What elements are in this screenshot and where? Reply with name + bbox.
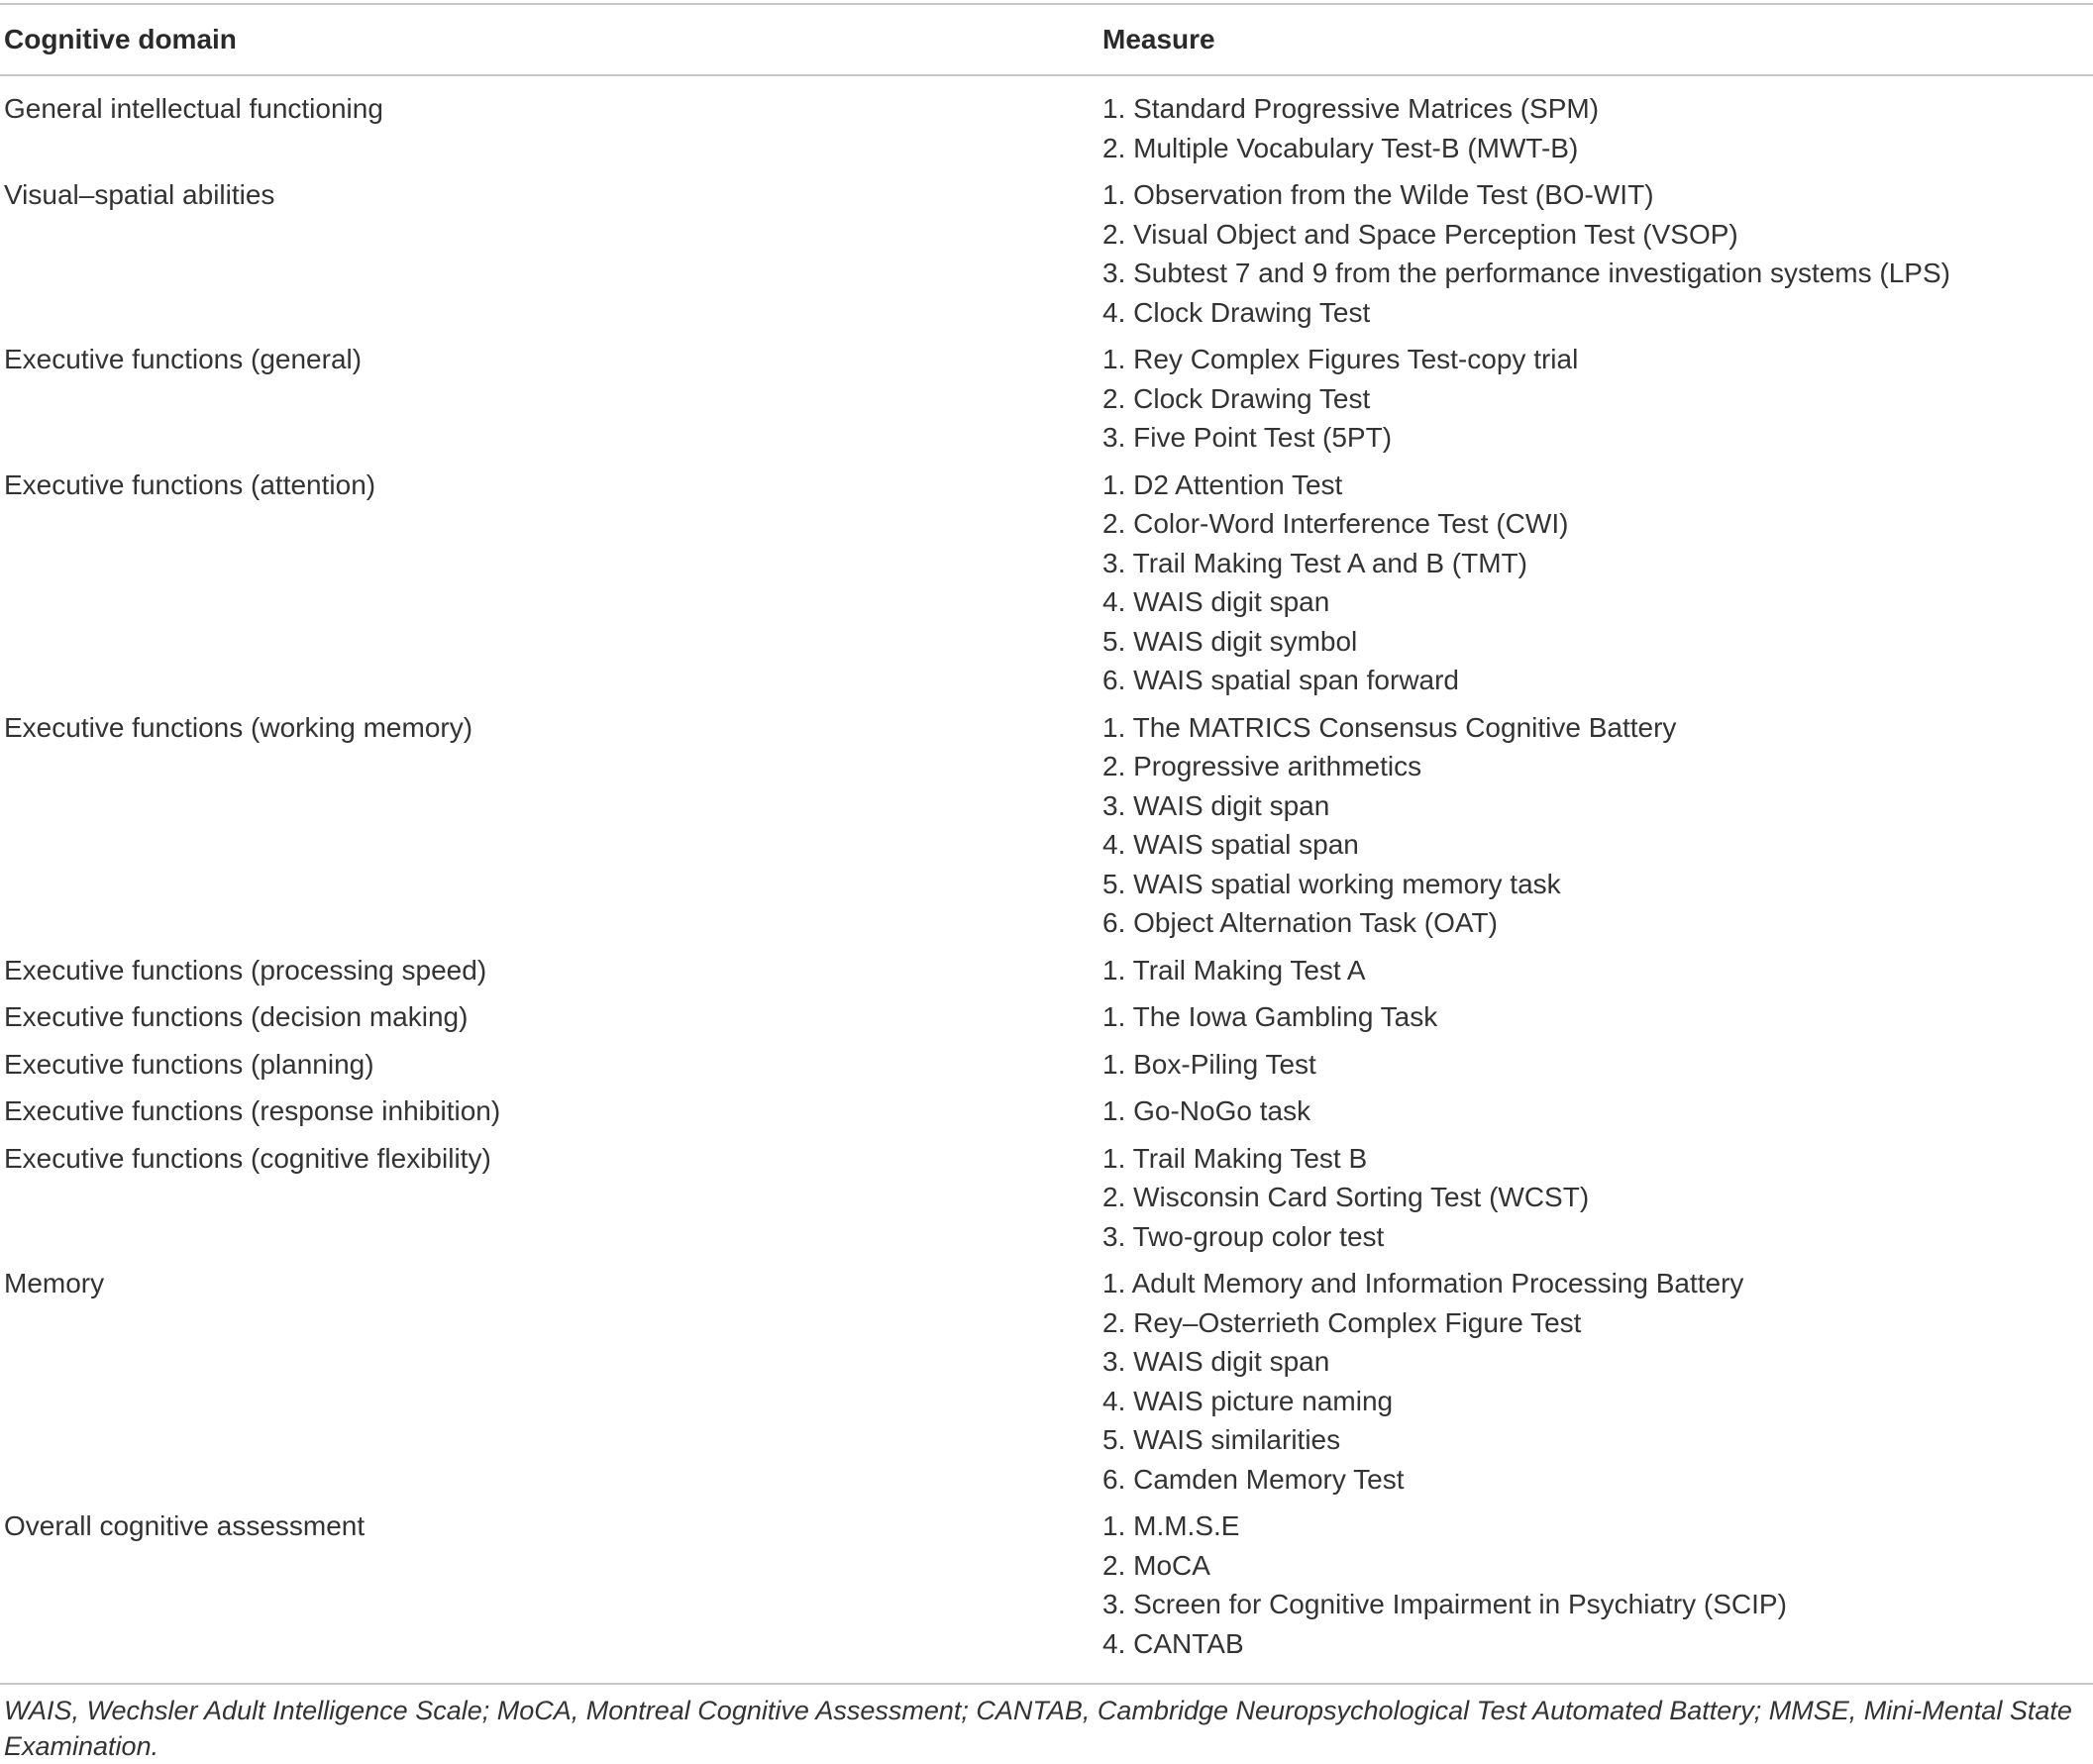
cell-cognitive-domain: Overall cognitive assessment <box>4 1510 366 1541</box>
cell-measures <box>1102 1264 2093 1499</box>
table-footnote: WAIS, Wechsler Adult Intelligence Scale; MoCA, Montreal Cognitive Assessment; CANTAB, Cambridge Neuropsychological Test Automated Battery; MMSE, Mini-Mental State Examination. <box>4 1696 2072 1761</box>
table-row <box>0 89 2093 167</box>
cell-cognitive-domain: Executive functions (general) <box>4 344 363 374</box>
cell-measures <box>1102 340 2093 458</box>
table-row <box>0 1091 2093 1131</box>
cell-measures <box>1102 1139 2093 1257</box>
measure-item: 1. M.M.S.E <box>1102 1510 1240 1541</box>
measure-item: 1. Go-NoGo task <box>1102 1095 1311 1126</box>
table-row <box>0 1264 2093 1499</box>
table-row <box>0 175 2093 332</box>
cell-measures <box>1102 1091 2093 1131</box>
cell-measures <box>1102 708 2093 943</box>
cell-measures <box>1102 466 2093 700</box>
cell-cognitive-domain: Executive functions (response inhibition) <box>4 1095 501 1126</box>
measure-item: 6. WAIS spatial span forward <box>1102 665 1460 695</box>
cell-cognitive-domain: Executive functions (cognitive flexibility) <box>4 1142 491 1174</box>
cell-cognitive-domain: General intellectual functioning <box>4 93 383 124</box>
cell-cognitive-domain: Executive functions (attention) <box>4 468 376 500</box>
measure-item: 1. The Iowa Gambling Task <box>1102 1001 1438 1032</box>
table-body <box>0 76 2093 1683</box>
measure-item: 3. Screen for Cognitive Impairment in Psychiatry (SCIP) <box>1102 1589 1787 1619</box>
measure-item: 4. CANTAB <box>1102 1627 1244 1659</box>
measure-item: 1. The MATRICS Consensus Cognitive Battery <box>1102 711 1677 743</box>
measure-item: 3. WAIS digit span <box>1102 789 1330 821</box>
measure-item: 3. Trail Making Test A and B (TMT) <box>1102 547 1527 578</box>
table-header-row <box>0 5 2093 74</box>
table-row <box>0 340 2093 458</box>
table-row <box>0 951 2093 990</box>
cell-measures <box>1102 175 2093 332</box>
measure-item: 5. WAIS digit symbol <box>1102 625 1358 657</box>
measure-item: 1. D2 Attention Test <box>1102 468 1343 500</box>
measure-item: 3. Five Point Test (5PT) <box>1102 422 1393 453</box>
table-row <box>0 708 2093 943</box>
table-row <box>0 466 2093 700</box>
cell-measures <box>1102 951 2093 990</box>
measure-item: 1. Adult Memory and Information Processing Battery <box>1102 1268 1744 1298</box>
measure-item: 4. WAIS picture naming <box>1102 1385 1394 1416</box>
table-row <box>0 1045 2093 1085</box>
cell-cognitive-domain: Executive functions (processing speed) <box>4 954 487 986</box>
cell-cognitive-domain: Executive functions (decision making) <box>4 1001 469 1032</box>
table-row <box>0 1139 2093 1257</box>
measure-item: 5. WAIS similarities <box>1102 1424 1341 1455</box>
measure-item: 5. WAIS spatial working memory task <box>1102 868 1561 899</box>
measure-item: 2. Rey–Osterrieth Complex Figure Test <box>1102 1306 1582 1338</box>
cell-measures <box>1102 1045 2093 1085</box>
measure-item: 2. Progressive arithmetics <box>1102 751 1422 781</box>
cell-cognitive-domain: Memory <box>4 1268 105 1298</box>
cell-measures <box>1102 1506 2093 1663</box>
measure-item: 3. WAIS digit span <box>1102 1346 1330 1377</box>
measure-item: 2. Clock Drawing Test <box>1102 382 1371 414</box>
measure-item: 1. Rey Complex Figures Test-copy trial <box>1102 344 1579 374</box>
measure-item: 2. Color-Word Interference Test (CWI) <box>1102 508 1569 539</box>
measure-item: 2. Wisconsin Card Sorting Test (WCST) <box>1102 1182 1590 1212</box>
cell-cognitive-domain: Visual–spatial abilities <box>4 179 275 210</box>
measure-item: 3. Two-group color test <box>1102 1220 1385 1252</box>
table-row <box>0 1506 2093 1663</box>
measure-item: 1. Trail Making Test B <box>1102 1142 1368 1174</box>
measure-item: 3. Subtest 7 and 9 from the performance investigation systems (LPS) <box>1102 258 1950 288</box>
measure-item: 1. Box-Piling Test <box>1102 1048 1316 1080</box>
measure-item: 1. Trail Making Test A <box>1102 954 1366 986</box>
measure-item: 2. Visual Object and Space Perception Test (VSOP) <box>1102 218 1738 250</box>
measure-item: 4. WAIS spatial span <box>1102 829 1359 860</box>
table-row <box>0 997 2093 1037</box>
cell-cognitive-domain: Executive functions (planning) <box>4 1048 374 1080</box>
measure-item: 1. Observation from the Wilde Test (BO-WIT) <box>1102 179 1654 210</box>
measure-item: 1. Standard Progressive Matrices (SPM) <box>1102 93 1600 124</box>
measure-item: 6. Camden Memory Test <box>1102 1463 1405 1495</box>
header-cognitive-domain: Cognitive domain <box>4 24 237 54</box>
cell-measures <box>1102 997 2093 1037</box>
measure-item: 4. Clock Drawing Test <box>1102 296 1371 328</box>
cell-measures <box>1102 89 2093 167</box>
measure-item: 2. MoCA <box>1102 1549 1210 1581</box>
measure-item: 4. WAIS digit span <box>1102 586 1330 617</box>
measure-item: 6. Object Alternation Task (OAT) <box>1102 907 1498 938</box>
cell-cognitive-domain: Executive functions (working memory) <box>4 711 473 743</box>
header-measure: Measure <box>1102 24 1215 54</box>
measure-item: 2. Multiple Vocabulary Test-B (MWT-B) <box>1102 132 1579 163</box>
